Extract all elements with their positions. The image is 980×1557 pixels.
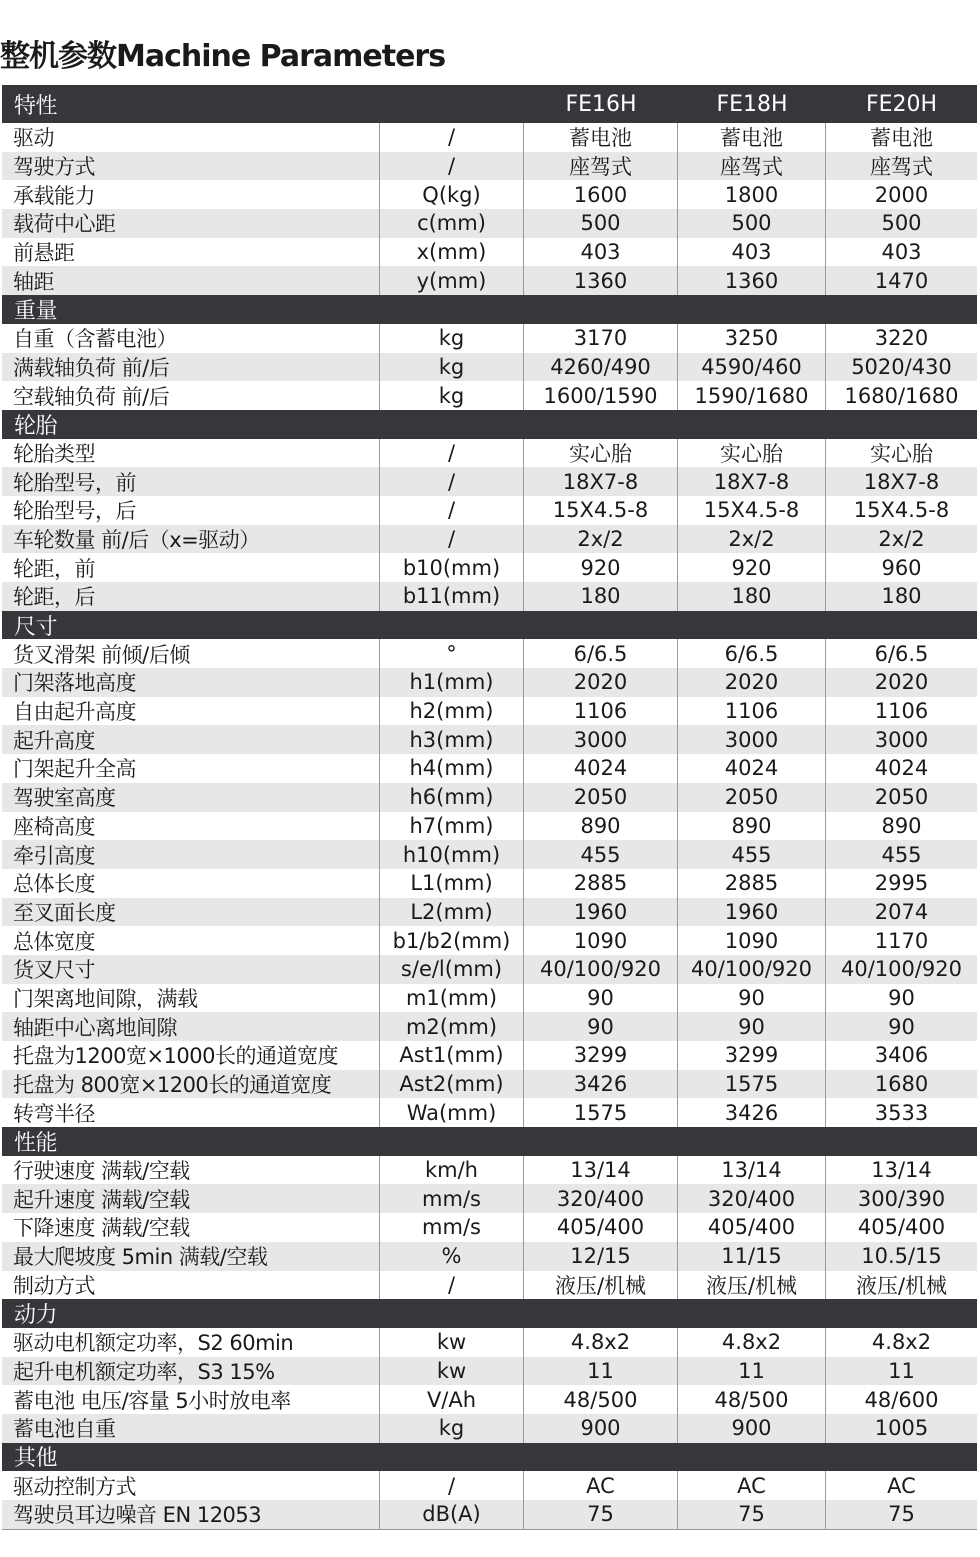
section-header-row <box>2 1299 977 1328</box>
row-unit: m1(mm) <box>380 984 524 1013</box>
row-value-model-3: 实心胎 <box>870 441 933 466</box>
row-value-model-2: 48/500 <box>678 1385 826 1414</box>
row-label: 门架离地间隙，满载 <box>2 984 380 1013</box>
row-label: 驱动 <box>2 123 380 152</box>
row-unit: kg <box>380 381 524 410</box>
table-row <box>2 840 977 869</box>
table-row <box>2 238 977 267</box>
row-value-model-3: 960 <box>881 555 922 580</box>
row-value-model-3: 1680/1680 <box>844 383 959 408</box>
row-unit: s/e/l(mm) <box>380 955 524 984</box>
row-unit: dB(A) <box>380 1500 524 1529</box>
row-value-model-1: 11 <box>524 1357 678 1386</box>
row-value-model-3: 1170 <box>874 928 929 953</box>
row-value-model-1: 1106 <box>524 697 678 726</box>
table-row <box>2 1471 977 1500</box>
row-value-model-1: 12/15 <box>524 1242 678 1271</box>
row-unit: L1(mm) <box>380 869 524 898</box>
row-value-model-2: 1960 <box>678 898 826 927</box>
row-value-model-2: AC <box>678 1471 826 1500</box>
row-value-model-2: 4590/460 <box>678 353 826 382</box>
table-row <box>2 639 977 668</box>
row-value-model-3: 300/390 <box>857 1186 946 1211</box>
section-header-row <box>2 410 977 439</box>
row-value-model-1: 90 <box>524 1012 678 1041</box>
row-value-model-2: 500 <box>678 209 826 238</box>
table-row <box>2 353 977 382</box>
table-row <box>2 1271 977 1300</box>
row-label: 驱动控制方式 <box>2 1471 380 1500</box>
row-value-model-1: 1090 <box>524 926 678 955</box>
row-unit: b1/b2(mm) <box>380 926 524 955</box>
table-row <box>2 1156 977 1185</box>
row-unit: / <box>380 1471 524 1500</box>
row-unit: Ast1(mm) <box>380 1041 524 1070</box>
table-row <box>2 496 977 525</box>
section-title: 动力 <box>14 1303 58 1328</box>
row-value-model-1: 1360 <box>524 266 678 295</box>
row-value-model-2: 3426 <box>678 1098 826 1127</box>
row-value-model-3: 15X4.5-8 <box>853 498 950 523</box>
row-value-model-1: 2050 <box>524 783 678 812</box>
row-unit: Ast2(mm) <box>380 1070 524 1099</box>
row-value-model-3: 1106 <box>874 699 929 724</box>
table-row <box>2 152 977 181</box>
row-value-model-1: 320/400 <box>524 1184 678 1213</box>
row-value-model-2: 液压/机械 <box>678 1271 826 1300</box>
table-row <box>2 1328 977 1357</box>
row-value-model-1: 920 <box>524 553 678 582</box>
row-value-model-1: 180 <box>524 582 678 611</box>
table-row <box>2 1012 977 1041</box>
row-value-model-1: 4024 <box>524 754 678 783</box>
table-row <box>2 1041 977 1070</box>
parameters-table <box>2 85 977 1529</box>
row-unit: Q(kg) <box>380 180 524 209</box>
row-label: 起升高度 <box>2 725 380 754</box>
table-row <box>2 1385 977 1414</box>
row-value-model-1: 900 <box>524 1414 678 1443</box>
row-value-model-3: 18X7-8 <box>863 469 940 494</box>
row-value-model-2: 455 <box>678 840 826 869</box>
row-label: 自重（含蓄电池） <box>2 324 380 353</box>
row-label: 起升电机额定功率，S3 15% <box>2 1357 380 1386</box>
row-value-model-3: 4024 <box>874 756 929 781</box>
table-row <box>2 1070 977 1099</box>
row-value-model-2: 2050 <box>678 783 826 812</box>
table-row <box>2 725 977 754</box>
row-label: 满载轴负荷 前/后 <box>2 353 380 382</box>
row-unit: h6(mm) <box>380 783 524 812</box>
row-value-model-3: 40/100/920 <box>840 957 963 982</box>
row-value-model-3: 10.5/15 <box>861 1244 942 1269</box>
header-model-2: FE18H <box>716 91 788 117</box>
row-value-model-1: AC <box>524 1471 678 1500</box>
row-label: 总体宽度 <box>2 926 380 955</box>
row-unit: h7(mm) <box>380 812 524 841</box>
table-row <box>2 869 977 898</box>
row-label: 货叉尺寸 <box>2 955 380 984</box>
row-value-model-2: 3250 <box>678 324 826 353</box>
row-value-model-3: 90 <box>888 985 915 1010</box>
row-label: 驾驶室高度 <box>2 783 380 812</box>
row-unit: b11(mm) <box>380 582 524 611</box>
row-value-model-1: 3299 <box>524 1041 678 1070</box>
table-row <box>2 381 977 410</box>
row-unit: h2(mm) <box>380 697 524 726</box>
table-row <box>2 1500 977 1529</box>
row-value-model-2: 890 <box>678 812 826 841</box>
row-value-model-2: 920 <box>678 553 826 582</box>
row-value-model-3: AC <box>887 1473 916 1498</box>
table-row <box>2 324 977 353</box>
row-value-model-2: 403 <box>678 238 826 267</box>
row-value-model-3: 890 <box>881 813 922 838</box>
row-value-model-2: 实心胎 <box>678 439 826 468</box>
table-row <box>2 1357 977 1386</box>
section-title: 尺寸 <box>14 614 58 640</box>
row-value-model-1: 13/14 <box>524 1156 678 1185</box>
table-row <box>2 467 977 496</box>
row-value-model-3: 75 <box>888 1502 915 1527</box>
row-value-model-3: 2050 <box>874 785 929 810</box>
table-row <box>2 697 977 726</box>
row-label: 轴距 <box>2 266 380 295</box>
row-value-model-2: 11 <box>678 1357 826 1386</box>
row-value-model-2: 180 <box>678 582 826 611</box>
row-label: 轮胎型号，前 <box>2 467 380 496</box>
row-label: 座椅高度 <box>2 812 380 841</box>
row-value-model-2: 3000 <box>678 725 826 754</box>
row-value-model-1: 1600 <box>524 180 678 209</box>
row-label: 蓄电池 电压/容量 5小时放电率 <box>2 1385 380 1414</box>
row-value-model-2: 15X4.5-8 <box>678 496 826 525</box>
row-value-model-1: 48/500 <box>524 1385 678 1414</box>
table-row <box>2 266 977 295</box>
row-label: 轮距，前 <box>2 553 380 582</box>
table-row <box>2 783 977 812</box>
row-value-model-3: 180 <box>881 584 922 609</box>
row-value-model-1: 3426 <box>524 1070 678 1099</box>
row-value-model-2: 2020 <box>678 668 826 697</box>
section-title: 轮胎 <box>14 413 58 439</box>
row-value-model-1: 3170 <box>524 324 678 353</box>
row-value-model-1: 18X7-8 <box>524 467 678 496</box>
row-label: 轮距，后 <box>2 582 380 611</box>
row-unit: ° <box>380 639 524 668</box>
row-label: 下降速度 满载/空载 <box>2 1213 380 1242</box>
table-row <box>2 180 977 209</box>
row-value-model-1: 6/6.5 <box>524 639 678 668</box>
row-unit: % <box>380 1242 524 1271</box>
table-row <box>2 439 977 468</box>
row-label: 托盘为1200宽×1000长的通道宽度 <box>2 1041 380 1070</box>
row-value-model-2: 1575 <box>678 1070 826 1099</box>
row-value-model-1: 3000 <box>524 725 678 754</box>
table-row <box>2 1242 977 1271</box>
row-label: 制动方式 <box>2 1271 380 1300</box>
row-value-model-2: 90 <box>678 1012 826 1041</box>
row-value-model-2: 18X7-8 <box>678 467 826 496</box>
row-value-model-2: 1090 <box>678 926 826 955</box>
row-unit: kg <box>380 1414 524 1443</box>
row-label: 轴距中心离地间隙 <box>2 1012 380 1041</box>
row-value-model-3: 1005 <box>874 1416 929 1441</box>
table-row <box>2 553 977 582</box>
row-value-model-1: 2020 <box>524 668 678 697</box>
table-row <box>2 926 977 955</box>
table-row <box>2 123 977 152</box>
row-value-model-2: 11/15 <box>678 1242 826 1271</box>
header-label: 特性 <box>14 93 58 119</box>
row-value-model-2: 13/14 <box>678 1156 826 1185</box>
row-value-model-3: 2x/2 <box>878 526 925 551</box>
row-unit: L2(mm) <box>380 898 524 927</box>
section-header-row <box>2 295 977 324</box>
row-value-model-2: 1800 <box>678 180 826 209</box>
row-unit: kg <box>380 353 524 382</box>
row-unit: mm/s <box>380 1184 524 1213</box>
row-value-model-3: 5020/430 <box>851 354 952 379</box>
row-value-model-3: 11 <box>888 1358 915 1383</box>
row-unit: Wa(mm) <box>380 1098 524 1127</box>
table-row <box>2 1414 977 1443</box>
row-label: 驱动电机额定功率，S2 60min <box>2 1328 380 1357</box>
row-value-model-2: 2885 <box>678 869 826 898</box>
row-label: 驾驶方式 <box>2 152 380 181</box>
row-label: 车轮数量 前/后（x=驱动） <box>2 525 380 554</box>
row-label: 空载轴负荷 前/后 <box>2 381 380 410</box>
table-row <box>2 668 977 697</box>
row-value-model-3: 403 <box>881 240 922 265</box>
row-unit: h4(mm) <box>380 754 524 783</box>
row-label: 门架起升全高 <box>2 754 380 783</box>
section-header-row <box>2 1127 977 1156</box>
row-value-model-3: 2995 <box>874 871 929 896</box>
row-value-model-3: 3220 <box>874 326 929 351</box>
row-value-model-2: 1106 <box>678 697 826 726</box>
table-row <box>2 984 977 1013</box>
row-value-model-1: 40/100/920 <box>524 955 678 984</box>
row-value-model-1: 90 <box>524 984 678 1013</box>
row-unit: / <box>380 1271 524 1300</box>
row-value-model-2: 座驾式 <box>678 152 826 181</box>
row-value-model-3: 48/600 <box>864 1387 939 1412</box>
table-row <box>2 955 977 984</box>
table-row <box>2 1184 977 1213</box>
section-title: 其他 <box>14 1446 58 1472</box>
row-unit: b10(mm) <box>380 553 524 582</box>
row-value-model-1: 蓄电池 <box>524 123 678 152</box>
row-value-model-2: 4.8x2 <box>678 1328 826 1357</box>
row-value-model-2: 2x/2 <box>678 525 826 554</box>
row-unit: kw <box>380 1357 524 1386</box>
row-value-model-1: 455 <box>524 840 678 869</box>
table-row <box>2 1098 977 1127</box>
row-value-model-3: 2074 <box>874 899 929 924</box>
row-label: 承载能力 <box>2 180 380 209</box>
row-value-model-2: 1590/1680 <box>678 381 826 410</box>
row-value-model-3: 405/400 <box>857 1215 946 1240</box>
row-unit: / <box>380 123 524 152</box>
row-unit: V/Ah <box>380 1385 524 1414</box>
row-value-model-1: 4.8x2 <box>524 1328 678 1357</box>
table-bottom-rule <box>2 1529 977 1530</box>
table-row <box>2 209 977 238</box>
row-value-model-2: 405/400 <box>678 1213 826 1242</box>
row-label: 行驶速度 满载/空载 <box>2 1156 380 1185</box>
row-value-model-3: 4.8x2 <box>871 1330 932 1355</box>
table-row <box>2 582 977 611</box>
table-row <box>2 898 977 927</box>
row-label: 驾驶员耳边噪音 EN 12053 <box>2 1500 380 1529</box>
row-value-model-1: 2x/2 <box>524 525 678 554</box>
table-row <box>2 754 977 783</box>
row-value-model-3: 1680 <box>874 1072 929 1097</box>
row-value-model-2: 1360 <box>678 266 826 295</box>
row-unit: h1(mm) <box>380 668 524 697</box>
row-label: 转弯半径 <box>2 1098 380 1127</box>
row-value-model-1: 1960 <box>524 898 678 927</box>
row-label: 蓄电池自重 <box>2 1414 380 1443</box>
row-value-model-1: 座驾式 <box>524 152 678 181</box>
row-value-model-3: 3533 <box>874 1100 929 1125</box>
row-value-model-3: 90 <box>888 1014 915 1039</box>
row-value-model-3: 2000 <box>874 182 929 207</box>
row-unit: h3(mm) <box>380 725 524 754</box>
row-label: 牵引高度 <box>2 840 380 869</box>
table-row <box>2 812 977 841</box>
row-value-model-3: 蓄电池 <box>870 126 933 151</box>
row-unit: / <box>380 496 524 525</box>
row-unit: m2(mm) <box>380 1012 524 1041</box>
row-value-model-1: 2885 <box>524 869 678 898</box>
row-value-model-3: 1470 <box>874 268 929 293</box>
row-label: 载荷中心距 <box>2 209 380 238</box>
row-unit: mm/s <box>380 1213 524 1242</box>
row-value-model-3: 3000 <box>874 727 929 752</box>
row-value-model-1: 75 <box>524 1500 678 1529</box>
row-value-model-2: 90 <box>678 984 826 1013</box>
row-value-model-1: 15X4.5-8 <box>524 496 678 525</box>
row-value-model-3: 13/14 <box>871 1158 932 1183</box>
row-value-model-2: 6/6.5 <box>678 639 826 668</box>
row-label: 至叉面长度 <box>2 898 380 927</box>
row-unit: h10(mm) <box>380 840 524 869</box>
header-model-1: FE16H <box>565 91 637 117</box>
row-value-model-1: 1600/1590 <box>524 381 678 410</box>
row-unit: / <box>380 439 524 468</box>
row-unit: kw <box>380 1328 524 1357</box>
row-value-model-1: 液压/机械 <box>524 1271 678 1300</box>
row-value-model-1: 403 <box>524 238 678 267</box>
row-value-model-1: 405/400 <box>524 1213 678 1242</box>
row-label: 起升速度 满载/空载 <box>2 1184 380 1213</box>
row-value-model-1: 1575 <box>524 1098 678 1127</box>
section-header-row <box>2 1443 977 1472</box>
header-unit <box>380 85 524 123</box>
row-label: 前悬距 <box>2 238 380 267</box>
row-label: 货叉滑架 前倾/后倾 <box>2 639 380 668</box>
row-label: 自由起升高度 <box>2 697 380 726</box>
row-value-model-3: 2020 <box>874 670 929 695</box>
section-title: 重量 <box>14 298 58 324</box>
row-value-model-3: 6/6.5 <box>874 641 929 666</box>
row-label: 门架落地高度 <box>2 668 380 697</box>
row-value-model-2: 320/400 <box>678 1184 826 1213</box>
row-value-model-2: 40/100/920 <box>678 955 826 984</box>
row-unit: / <box>380 152 524 181</box>
row-label: 轮胎类型 <box>2 439 380 468</box>
row-unit: / <box>380 467 524 496</box>
row-unit: y(mm) <box>380 266 524 295</box>
row-value-model-3: 3406 <box>874 1043 929 1068</box>
row-value-model-3: 455 <box>881 842 922 867</box>
row-value-model-1: 500 <box>524 209 678 238</box>
table-row <box>2 525 977 554</box>
row-unit: km/h <box>380 1156 524 1185</box>
row-value-model-2: 3299 <box>678 1041 826 1070</box>
row-label: 最大爬坡度 5min 满载/空载 <box>2 1242 380 1271</box>
row-value-model-2: 75 <box>678 1500 826 1529</box>
row-label: 轮胎型号，后 <box>2 496 380 525</box>
page-title: 整机参数Machine Parameters <box>0 39 446 74</box>
section-header-row <box>2 611 977 640</box>
row-value-model-1: 4260/490 <box>524 353 678 382</box>
row-value-model-2: 蓄电池 <box>678 123 826 152</box>
row-label: 托盘为 800宽×1200长的通道宽度 <box>2 1070 380 1099</box>
section-title: 性能 <box>14 1130 58 1156</box>
header-model-3: FE20H <box>865 91 938 117</box>
row-value-model-3: 500 <box>881 211 922 236</box>
row-value-model-1: 890 <box>524 812 678 841</box>
row-value-model-3: 座驾式 <box>870 155 933 180</box>
table-row <box>2 1213 977 1242</box>
row-unit: kg <box>380 324 524 353</box>
row-value-model-2: 4024 <box>678 754 826 783</box>
row-unit: c(mm) <box>380 209 524 238</box>
row-value-model-1: 实心胎 <box>524 439 678 468</box>
row-value-model-3: 液压/机械 <box>855 1273 948 1298</box>
row-label: 总体长度 <box>2 869 380 898</box>
row-unit: / <box>380 525 524 554</box>
table-header-row <box>2 85 977 123</box>
row-unit: x(mm) <box>380 238 524 267</box>
row-value-model-2: 900 <box>678 1414 826 1443</box>
